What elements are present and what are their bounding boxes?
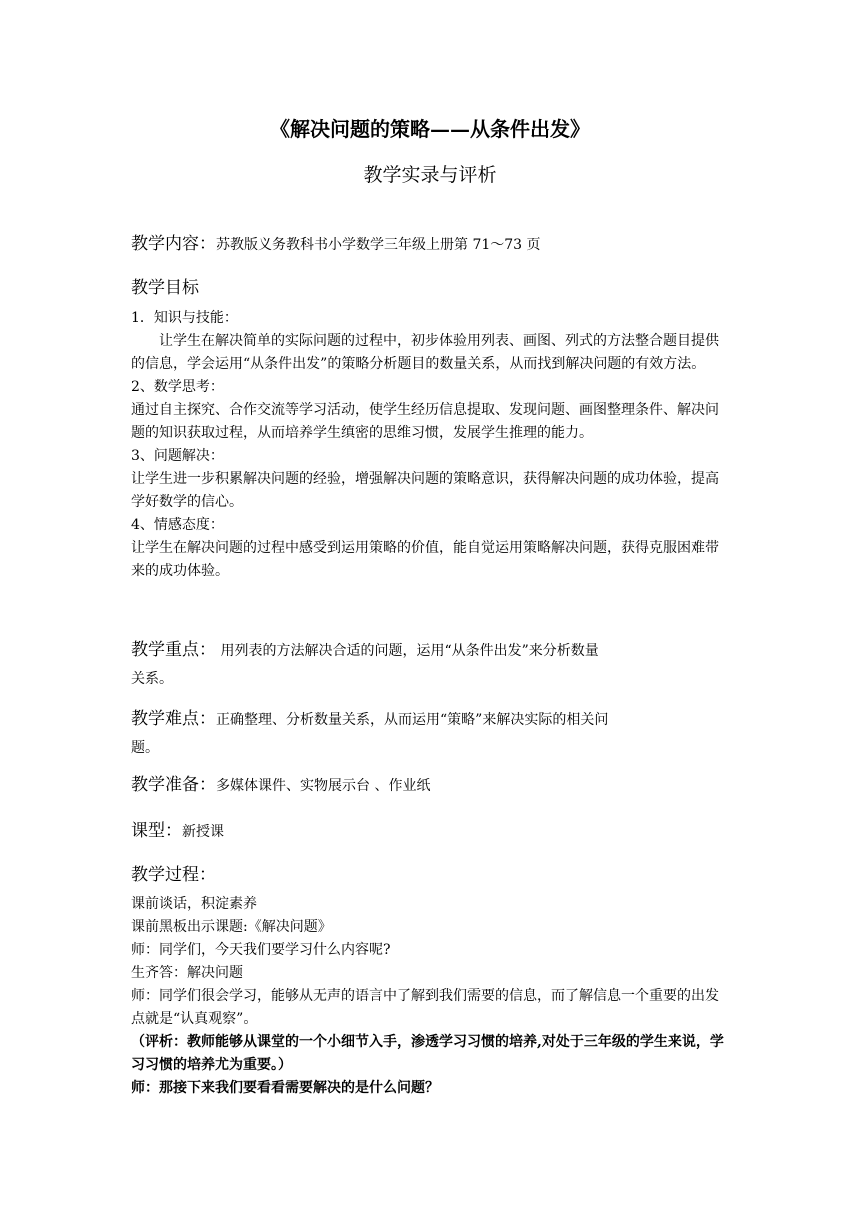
preparation-label: 教学准备： [131, 775, 216, 795]
process-heading: 教学过程： [131, 865, 216, 885]
goal2-heading: 2、数学思考： [131, 379, 224, 395]
process-line-7: 师：那接下来我们要看看需要解决的是什么问题？ [131, 1080, 439, 1096]
difficulty-text-2: 题。 [131, 740, 159, 756]
goal1-heading: 1．知识与技能： [131, 310, 238, 326]
teaching-content [131, 229, 541, 254]
key-point-text-1: 用列表的方法解决合适的问题，运用“从条件出发”来分析数量 [216, 643, 599, 659]
process-line-4: 生齐答：解决问题 [131, 965, 243, 981]
goal4-heading: 4、情感态度： [131, 517, 224, 533]
goal4-text: 让学生在解决问题的过程中感受到运用策略的价值，能自觉运用策略解决问题，获得克服困难带来的成功体验。 [131, 540, 719, 579]
document-subtitle: 教学实录与评析 [363, 164, 497, 186]
commentary: （评析：教师能够从课堂的一个小细节入手，渗透学习习惯的培养,对处于三年级的学生来说，学习习惯的培养尤为重要。） [131, 1034, 724, 1073]
goals-heading: 教学目标 [131, 278, 199, 298]
goals-section [131, 307, 731, 583]
goal3-heading: 3、问题解决： [131, 448, 224, 464]
process-line-2: 课前黑板出示课题:《解决问题》 [131, 919, 332, 935]
lesson-type [131, 816, 224, 841]
difficulty-text-1: 正确整理、分析数量关系，从而运用“策略”来解决实际的相关问 [216, 712, 609, 728]
goal3-text: 让学生进一步积累解决问题的经验，增强解决问题的策略意识，获得解决问题的成功体验，提高学好数学的信心。 [131, 471, 719, 510]
lesson-type-text: 新授课 [182, 824, 224, 840]
key-point-label: 教学重点： [131, 640, 216, 660]
goal2-text: 通过自主探究、合作交流等学习活动，使学生经历信息提取、发现问题、画图整理条件、解决问题的知识获取过程，从而培养学生缜密的思维习惯，发展学生推理的能力。 [131, 402, 719, 441]
key-point-text-2: 关系。 [131, 671, 173, 687]
lesson-type-label: 课型： [131, 821, 182, 841]
key-point [131, 635, 599, 660]
process-line-1: 课前谈话，积淀素养 [131, 896, 257, 912]
process-section [131, 893, 731, 1100]
difficulty-label: 教学难点： [131, 709, 216, 729]
teaching-content-text: 苏教版义务教科书小学数学三年级上册第 71～73 页 [216, 237, 541, 253]
document-title: 《解决问题的策略——从条件出发》 [270, 117, 590, 141]
teaching-content-label: 教学内容： [131, 234, 216, 254]
preparation-text: 多媒体课件、实物展示台 、作业纸 [216, 778, 431, 794]
process-line-3: 师：同学们，今天我们要学习什么内容呢? [131, 942, 391, 958]
process-line-5: 师：同学们很会学习，能够从无声的语言中了解到我们需要的信息，而了解信息一个重要的出发点就是“认真观察”。 [131, 988, 719, 1027]
goal1-text: 让学生在解决简单的实际问题的过程中，初步体验用列表、画图、列式的方法整合题目提供的信息，学会运用“从条件出发”的策略分析题目的数量关系，从而找到解决问题的有效方法。 [131, 333, 719, 372]
preparation [131, 770, 430, 795]
difficulty-point [131, 704, 608, 729]
